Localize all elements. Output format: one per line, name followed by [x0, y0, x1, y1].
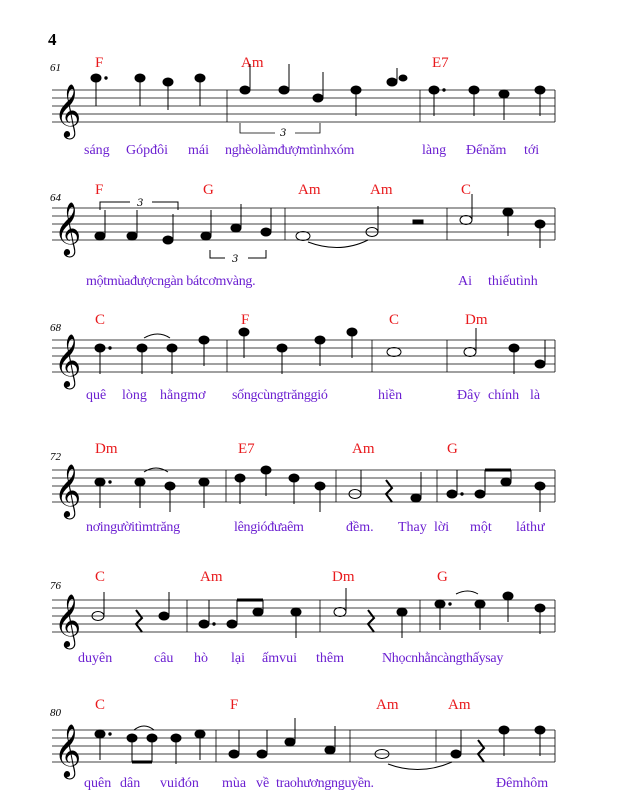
chord-symbol: F	[230, 697, 239, 713]
svg-text:𝄞: 𝄞	[54, 723, 82, 777]
svg-text:𝄞: 𝄞	[54, 463, 82, 517]
chord-symbol: F	[241, 312, 250, 328]
lyric: là	[530, 388, 541, 403]
chord-symbol: C	[95, 312, 106, 328]
chord-symbol: Dm	[95, 441, 118, 457]
lyric: Nhọcnhằncàngthấysay	[382, 651, 504, 666]
chord-symbol: Am	[370, 182, 393, 198]
lyric: vuiđón	[160, 776, 199, 791]
chord-symbol: F	[95, 182, 104, 198]
lyric: quên	[84, 776, 112, 791]
lyric: câu	[154, 651, 174, 666]
lyric: về	[256, 776, 270, 791]
lyric: Gópđôi	[126, 143, 168, 158]
chord-symbol: Am	[376, 697, 399, 713]
measure-number: 72	[50, 451, 61, 463]
measure-number: 64	[50, 192, 61, 204]
lyric: Đêmhôm	[496, 776, 549, 791]
chord-symbol: Am	[352, 441, 375, 457]
chord-symbol: C	[95, 697, 106, 713]
lyric: ấmvui	[262, 651, 297, 666]
lyric: mái	[188, 143, 209, 158]
lyric: nghèolàmđượmtìnhxóm	[225, 143, 355, 158]
chord-symbol: Dm	[332, 569, 355, 585]
lyric: mùa	[222, 776, 247, 791]
lyric: traohươngnguyền.	[276, 776, 374, 791]
lyric: nơingườitìmtrăng	[86, 520, 180, 535]
lyric: sốngcùngtrănggió	[232, 388, 328, 403]
lyric: Đểnăm	[466, 143, 507, 158]
chord-symbol: E7	[238, 441, 255, 457]
measure-number: 80	[50, 707, 61, 719]
lyric: một	[470, 520, 492, 535]
chord-symbol: C	[95, 569, 106, 585]
page-number: 4	[48, 30, 57, 49]
tuplet-number: 3	[137, 198, 144, 209]
tuplet-number: 3	[232, 254, 239, 265]
lyric: dân	[120, 776, 141, 791]
lyric: mộtmùađượcngàn bátcơmvàng.	[86, 274, 256, 289]
svg-text:𝄞: 𝄞	[54, 333, 82, 387]
chord-symbol: Am	[200, 569, 223, 585]
chord-symbol: C	[389, 312, 400, 328]
lyric: thiếutình	[488, 274, 538, 289]
lyric: duyên	[78, 651, 113, 666]
chord-symbol: Dm	[465, 312, 488, 328]
staff	[0, 328, 617, 388]
lyric: quê	[86, 388, 107, 403]
lyric: lời	[434, 520, 450, 535]
svg-text:𝄞: 𝄞	[54, 201, 82, 255]
staff	[0, 718, 617, 778]
chord-symbol: E7	[432, 55, 449, 71]
staff	[0, 78, 617, 138]
lyric: lêngióđưaêm	[234, 520, 304, 535]
chord-symbol: Am	[298, 182, 321, 198]
svg-text:𝄞: 𝄞	[54, 593, 82, 647]
chord-symbol: Am	[448, 697, 471, 713]
chord-symbol: Am	[241, 55, 264, 71]
lyric: làng	[422, 143, 447, 158]
lyric: lại	[231, 651, 245, 666]
lyric: Ai	[458, 274, 472, 289]
lyric: lòng	[122, 388, 147, 403]
lyric: hò	[194, 651, 208, 666]
staff	[0, 458, 617, 518]
tuplet-number: 3	[280, 128, 287, 139]
lyric: sáng	[84, 143, 110, 158]
lyric: đềm.	[346, 520, 374, 535]
chord-symbol: F	[95, 55, 104, 71]
svg-text:𝄞: 𝄞	[54, 83, 82, 137]
lyric: Thay	[398, 520, 427, 535]
lyric: thêm	[316, 651, 344, 666]
chord-symbol: G	[447, 441, 458, 457]
lyric: Đây	[457, 388, 481, 403]
staff	[0, 588, 617, 648]
measure-number: 68	[50, 322, 61, 334]
chord-symbol: G	[203, 182, 214, 198]
lyric: chính	[488, 388, 520, 403]
chord-symbol: C	[461, 182, 472, 198]
lyric: hằngmơ	[160, 388, 206, 403]
chord-symbol: G	[437, 569, 448, 585]
staff	[0, 196, 617, 266]
measure-number: 76	[50, 580, 61, 592]
lyric: tới	[524, 143, 540, 158]
measure-number: 61	[50, 62, 61, 74]
lyric: hiền	[378, 388, 403, 403]
lyric: láthư	[516, 520, 545, 535]
